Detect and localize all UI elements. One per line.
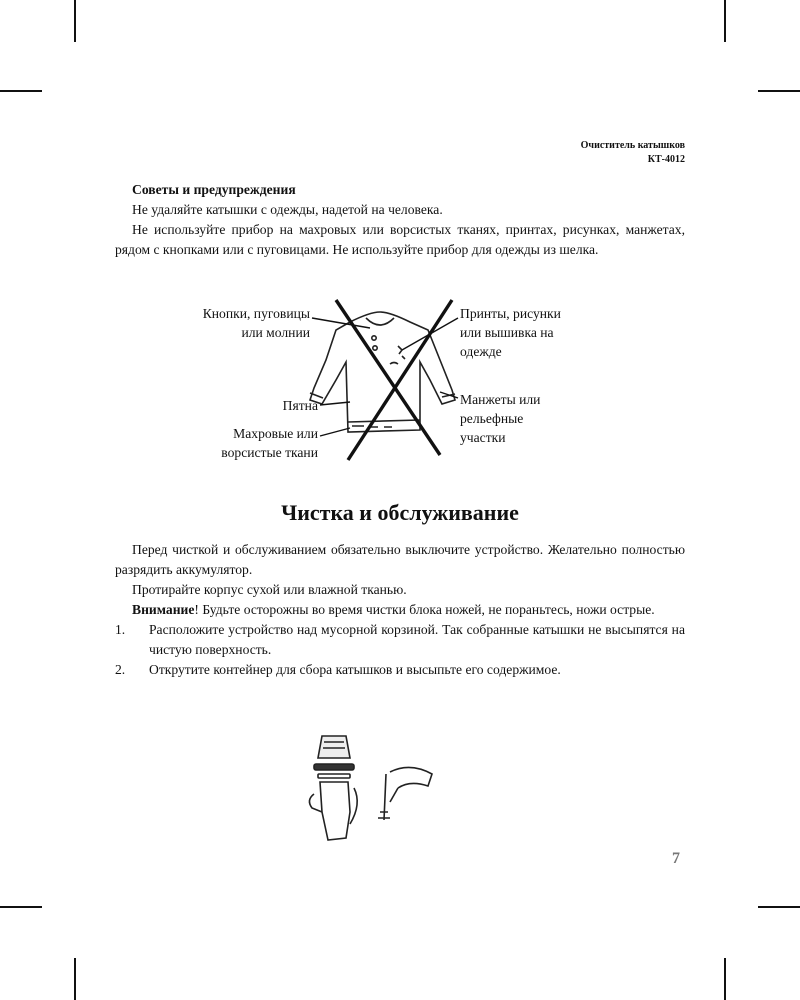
step-text: Расположите устройство над мусорной корзиной. Так собранные катышки не высыпятся на чистую поверхность. [149,622,685,657]
label-buttons-line: или молнии [241,325,310,340]
cleaning-steps [115,620,685,680]
page-number: 7 [672,850,680,867]
warning-label: Внимание [132,602,195,617]
label-cuffs-line: участки [460,430,506,445]
step-number: 2. [115,662,126,677]
label-terry-line: Махровые или [233,426,318,441]
step-text: Открутите контейнер для сбора катышков и высыпьте его содержимое. [149,662,561,677]
step-number: 1. [115,622,126,637]
header-product-name: Очиститель катышков [580,140,685,151]
cleaning-section [115,540,685,680]
cleaning-paragraph-2: Протирайте корпус сухой или влажной тканью. [132,582,407,597]
cleaning-paragraph-1: Перед чисткой и обслуживанием обязательно выключите устройство. Желательно полностью разрядить аккумулятор. [115,542,685,577]
label-stains: Пятна [282,398,318,413]
cleaning-warning [115,600,685,620]
label-prints-line: одежде [460,344,502,359]
header-model: КТ-4012 [647,154,685,165]
tips-paragraph-1: Не удаляйте катышки с одежды, надетой на человека. [132,202,443,217]
tips-title: Советы и предупреждения [132,182,296,197]
label-prints-line: или вышивка на [460,325,554,340]
label-prints-line: Принты, рисунки [460,306,561,321]
label-cuffs-line: Манжеты или [460,392,541,407]
list-item [115,660,685,680]
warning-text: ! Будьте осторожны во время чистки блока ножей, не пораньтесь, ножи острые. [194,602,655,617]
list-item [115,620,685,660]
label-buttons-line: Кнопки, пуговицы [202,306,310,321]
label-cuffs-line: рельефные [460,411,524,426]
container-illustration [300,728,450,858]
cleaning-title: Чистка и обслуживание [281,500,519,525]
label-terry-line: ворсистые ткани [221,445,318,460]
tips-paragraph-2: Не используйте прибор на махровых или ворсистых тканях, принтах, рисунках, манжетах, рядом с кнопками или с пуговицами. Не используйте прибор для одежды из шелка. [115,222,685,257]
